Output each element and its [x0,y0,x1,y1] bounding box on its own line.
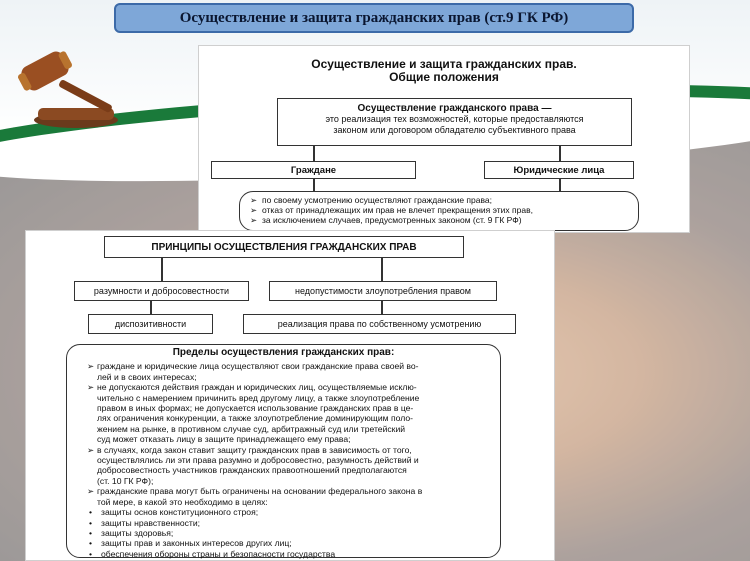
principles-heading: ПРИНЦИПЫ ОСУЩЕСТВЛЕНИЯ ГРАЖДАНСКИХ ПРАВ [104,236,464,258]
limits-item: ➢ гражданские права могут быть ограничены на основании федерального закона в [97,486,492,496]
limits-item-continuation: лей и в своих интересах; [97,371,197,382]
limits-item-continuation: лях ограничения конкуренции, а также злоупотребление доминирующим поло- [97,413,413,424]
slide1-title [199,58,689,84]
limits-item-continuation: жением на рынке, в противном случае суд, арбитражный суд или третейский [97,423,406,434]
connector-line [559,146,561,161]
limits-title: Пределы осуществления гражданских прав: [172,347,395,358]
limits-item-continuation: правом в иных формах; не допускается использование гражданских прав в це- [97,403,414,414]
note-item: ➢ отказ от принадлежащих им прав не влечет прекращения этих прав, [262,205,628,215]
slide-principles [25,230,555,561]
limits-item-continuation: осуществлялись ли эти права разумно и добросовестно, разумность действий и [97,455,419,466]
limits-subitem: • защиты нравственности; [97,518,492,528]
limits-item-continuation: добросовестность участников гражданских правоотношений предполагаются [97,465,407,476]
limits-subitem: • обеспечения обороны страны и безопасности государства [97,549,492,559]
definition-line2: законом или договором обладателю субъективного права [333,125,576,135]
definition-box [277,98,632,146]
limits-item-continuation: чительно с намерением причинить вред другому лицу, а также злоупотребление [97,392,420,403]
limits-subitem: • защиты основ конституционного строя; [97,507,492,517]
citizens-box: Граждане [211,161,416,179]
limits-item: ➢ граждане и юридические лица осуществляют свои гражданские права своей во- [97,361,492,371]
note-continuation: ➢ за исключением случаев, предусмотренных законом (ст. 9 ГК РФ) [262,215,628,225]
note-item: ➢ по своему усмотрению осуществляют гражданские права; [262,195,628,205]
limits-item-continuation: суд может отказать лицу в защите принадлежащего ему права; [97,434,351,445]
slide-general-provisions [198,45,690,233]
limits-item-continuation: той мере, в какой это необходимо в целях: [97,496,268,507]
connector-line [313,146,315,161]
connector-line [381,258,383,281]
slide1-title-line2: Общие положения [389,70,499,84]
principle-no-abuse: недопустимости злоупотребления правом [269,281,497,301]
limits-item: ➢ не допускаются действия граждан и юридических лиц, осуществляемые исклю- [97,382,492,392]
principle-reasonableness: разумности и добросовестности [74,281,249,301]
legal-entities-box: Юридические лица [484,161,634,179]
note-box [239,191,639,231]
page-title: Осуществление и защита гражданских прав (ст.9 ГК РФ) [114,3,634,33]
principle-dispositivity: диспозитивности [88,314,213,334]
principle-own-discretion: реализация права по собственному усмотрению [243,314,516,334]
definition-title: Осуществление гражданского права — [357,103,552,114]
limits-subitem: • защиты здоровья; [97,528,492,538]
slide1-title-line1: Осуществление и защита гражданских прав. [311,57,577,71]
limits-box [66,344,501,558]
definition-line1: это реализация тех возможностей, которые предоставляются [325,114,584,124]
limits-item-continuation: (ст. 10 ГК РФ); [97,475,154,486]
connector-line [161,258,163,281]
connector-line [559,179,561,191]
limits-subitem: • защиты прав и законных интересов других лиц; [97,538,492,548]
connector-line [381,301,383,314]
limits-item: ➢ в случаях, когда закон ставит защиту гражданских прав в зависимость от того, [97,445,492,455]
gavel-icon [6,38,124,130]
connector-line [313,179,315,191]
connector-line [150,301,152,314]
